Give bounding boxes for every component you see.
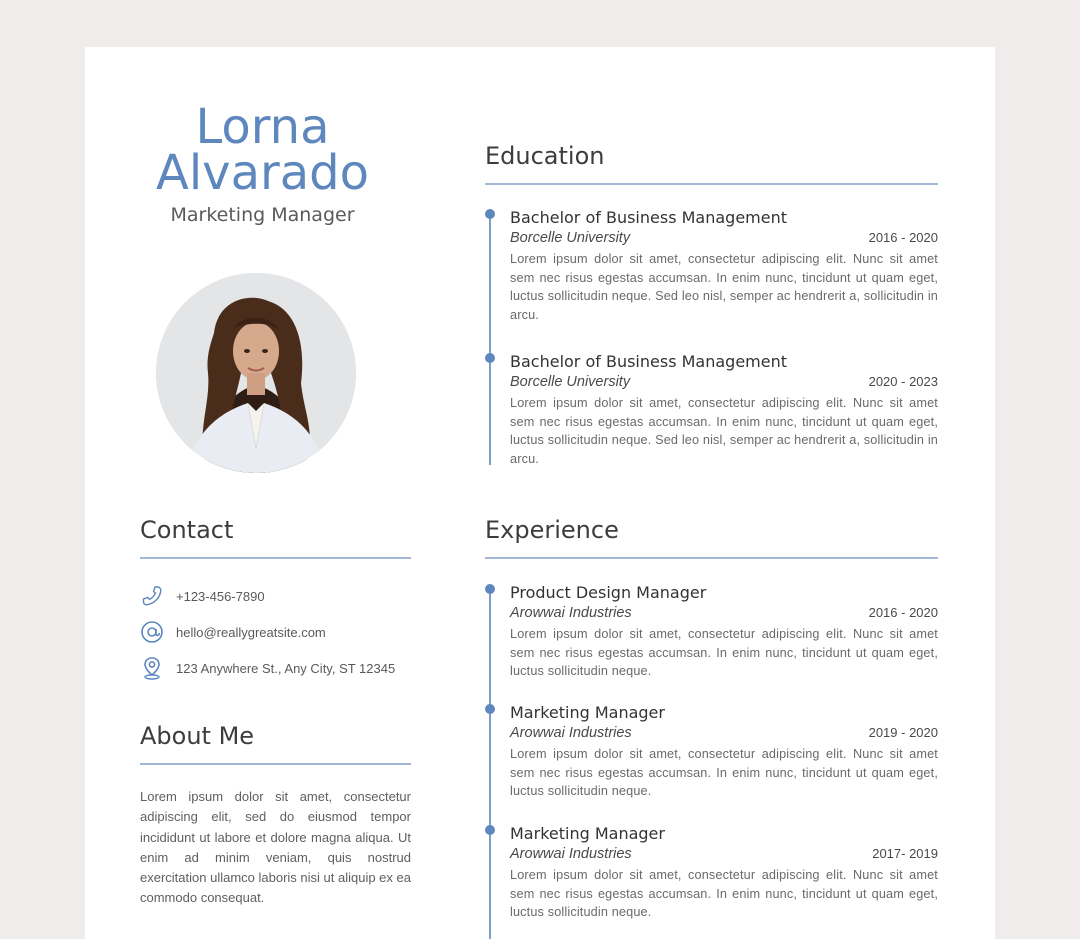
about-divider bbox=[140, 763, 411, 765]
last-name: Alvarado bbox=[156, 145, 369, 201]
education-entry bbox=[510, 208, 938, 324]
education-heading: Education bbox=[485, 142, 605, 170]
about-heading: About Me bbox=[140, 722, 255, 750]
contact-phone bbox=[140, 584, 265, 608]
phone-icon bbox=[140, 584, 164, 608]
entry-description: Lorem ipsum dolor sit amet, consectetur adipiscing elit. Nunc sit amet sem nec risus egestas accumsan. In enim nunc, tincidunt ut quam eget, luctus sollicitudin neque. Sed leo nisl, semper ac hendrerit a, sollicitudin in arcu. bbox=[510, 252, 938, 322]
address-text: 123 Anywhere St., Any City, ST 12345 bbox=[176, 660, 396, 676]
entry-title: Bachelor of Business Management bbox=[510, 352, 788, 371]
experience-divider bbox=[485, 557, 938, 559]
entry-org: Arowwai Industries bbox=[510, 605, 632, 621]
entry-description: Lorem ipsum dolor sit amet, consectetur adipiscing elit. Nunc sit amet sem nec risus egestas accumsan. In enim nunc, tincidunt ut quam eget, luctus sollicitudin neque. bbox=[510, 627, 938, 679]
entry-years: 2020 - 2023 bbox=[868, 374, 938, 389]
entry-org: Arowwai Industries bbox=[510, 846, 632, 862]
entry-years: 2017- 2019 bbox=[872, 846, 938, 861]
entry-org: Borcelle University bbox=[510, 230, 631, 246]
entry-years: 2016 - 2020 bbox=[868, 605, 938, 620]
timeline-dot bbox=[485, 353, 495, 363]
education-entry bbox=[510, 352, 938, 468]
entry-description: Lorem ipsum dolor sit amet, consectetur adipiscing elit. Nunc sit amet sem nec risus egestas accumsan. In enim nunc, tincidunt ut quam eget, luctus sollicitudin neque. Sed leo nisl, semper ac hendrerit a, sollicitudin in arcu. bbox=[510, 396, 938, 466]
experience-heading: Experience bbox=[485, 516, 619, 544]
profile-photo bbox=[156, 273, 356, 473]
entry-title: Marketing Manager bbox=[510, 824, 665, 843]
experience-entry bbox=[510, 703, 938, 801]
contact-email bbox=[140, 620, 326, 644]
entry-title: Bachelor of Business Management bbox=[510, 208, 788, 227]
portrait-illustration bbox=[156, 273, 356, 473]
contact-heading: Contact bbox=[140, 516, 234, 544]
entry-years: 2016 - 2020 bbox=[868, 230, 938, 245]
entry-org: Arowwai Industries bbox=[510, 725, 632, 741]
resume-page bbox=[85, 47, 995, 939]
experience-entry bbox=[510, 824, 938, 922]
about-text: Lorem ipsum dolor sit amet, consectetur adipiscing elit, sed do eiusmod tempor incididunt ut labore et dolore magna aliqua. Ut enim ad minim veniam, quis nostrud exercitation ullamco laboris nisi ut aliquip ex ea commodo consequat. bbox=[140, 789, 411, 906]
phone-text[interactable]: +123-456-7890 bbox=[176, 588, 265, 604]
entry-years: 2019 - 2020 bbox=[868, 725, 938, 740]
entry-title: Marketing Manager bbox=[510, 703, 665, 722]
timeline-dot bbox=[485, 704, 495, 714]
location-pin-icon bbox=[140, 656, 164, 680]
email-text[interactable]: hello@reallygreatsite.com bbox=[176, 624, 326, 640]
experience-entry bbox=[510, 583, 938, 681]
contact-divider bbox=[140, 557, 411, 559]
timeline-dot bbox=[485, 825, 495, 835]
timeline-dot bbox=[485, 209, 495, 219]
contact-address bbox=[140, 656, 395, 680]
entry-description: Lorem ipsum dolor sit amet, consectetur adipiscing elit. Nunc sit amet sem nec risus egestas accumsan. In enim nunc, tincidunt ut quam eget, luctus sollicitudin neque. bbox=[510, 747, 938, 799]
first-name: Lorna bbox=[195, 99, 330, 155]
entry-org: Borcelle University bbox=[510, 374, 631, 390]
entry-title: Product Design Manager bbox=[510, 583, 707, 602]
entry-description: Lorem ipsum dolor sit amet, consectetur adipiscing elit. Nunc sit amet sem nec risus egestas accumsan. In enim nunc, tincidunt ut quam eget, luctus sollicitudin neque. bbox=[510, 868, 938, 920]
education-divider bbox=[485, 183, 938, 185]
at-sign-icon bbox=[140, 620, 164, 644]
job-title: Marketing Manager bbox=[170, 204, 355, 226]
experience-timeline bbox=[489, 592, 491, 939]
education-timeline bbox=[489, 217, 491, 465]
timeline-dot bbox=[485, 584, 495, 594]
